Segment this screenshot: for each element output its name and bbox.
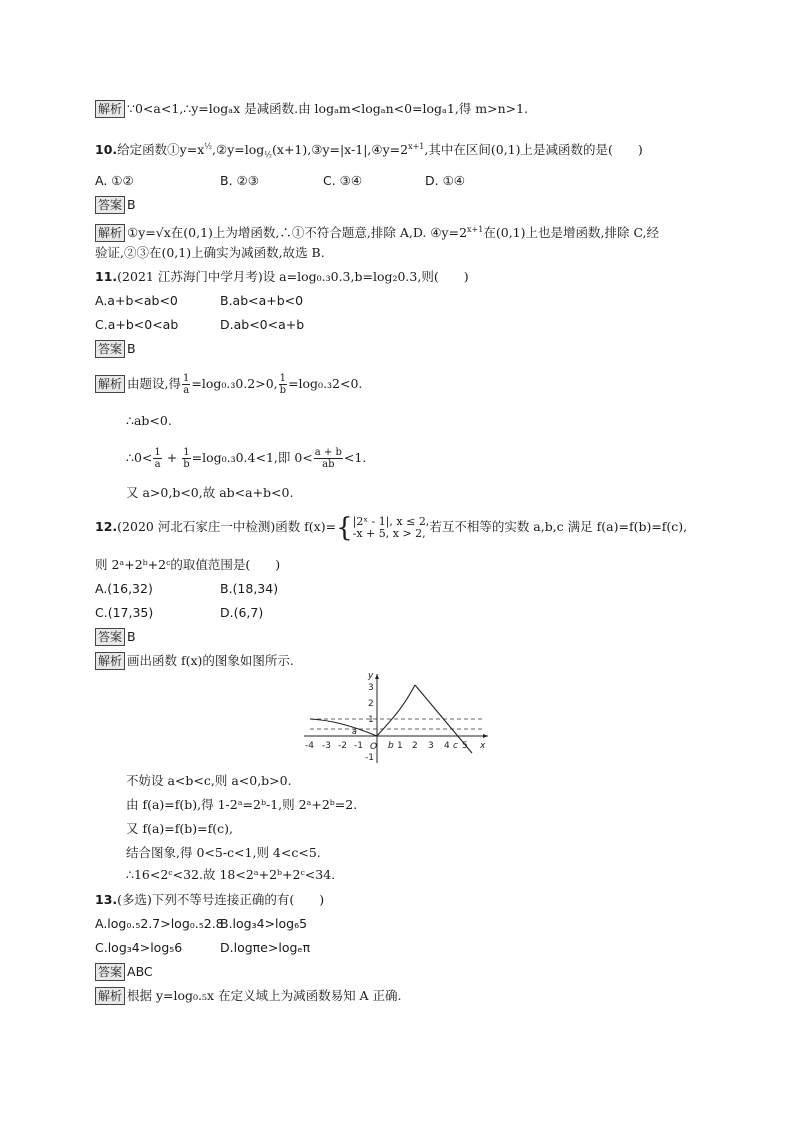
q10-exp: x+1 <box>408 142 425 151</box>
y-axis-label: y <box>368 671 374 681</box>
x-tick-label: -1 <box>354 741 363 751</box>
y-tick-label: -1 <box>365 753 374 763</box>
q11-analysis-text: =log₀.₃0.2>0, <box>191 376 278 391</box>
q10-stem-part: ,其中在区间(0,1)上是减函数的是( ) <box>424 142 643 158</box>
piecewise-cases <box>353 516 430 540</box>
q13-option-c[interactable]: C.log₃4>log₅6 <box>95 940 183 955</box>
analysis-tag: 解析 <box>95 987 125 1005</box>
q10-analysis-text: ①y=√x在(0,1)上为增函数,∴①不符合题意,排除 A,D. ④y=2 <box>127 225 468 241</box>
x-tick-label: 1 <box>397 741 403 751</box>
q10-stem-part: ,②y=log <box>212 142 265 158</box>
q9-analysis-text: ∵0<a<1,∴y=logₐx 是减函数.由 logₐm<logₐn<0=logₐ1,得 m>n>1. <box>127 101 529 116</box>
q11-option-a[interactable]: A.a+b<ab<0 <box>95 293 178 308</box>
x-tick-label: 3 <box>428 741 434 751</box>
answer-tag: 答案 <box>95 963 125 981</box>
q12-step-1: 不妨设 a<b<c,则 a<0,b>0. <box>126 773 292 788</box>
q13-stem <box>95 891 324 909</box>
q9-analysis <box>95 100 528 118</box>
x-tick-label: 2 <box>412 741 418 751</box>
q12-stem-text: (2020 河北石家庄一中检测)函数 f(x)= <box>117 519 337 534</box>
q12-stem <box>95 512 687 542</box>
q10-answer-value: B <box>127 197 136 212</box>
q10-number: 10. <box>95 142 118 158</box>
q11-analysis-line1 <box>95 372 362 396</box>
q11-answer <box>95 340 136 358</box>
y-tick-label: 1 <box>368 715 374 725</box>
analysis-tag: 解析 <box>95 224 125 242</box>
y-tick-label: 2 <box>368 699 374 709</box>
q12-stem-text: 若互不相等的实数 a,b,c 满足 f(a)=f(b)=f(c), <box>429 519 688 534</box>
q13-answer-value: ABC <box>127 964 153 979</box>
q13-answer <box>95 963 153 981</box>
q11-option-d[interactable]: D.ab<0<a+b <box>220 317 305 332</box>
q13-option-d[interactable]: D.logπe>logₑπ <box>220 940 311 955</box>
fraction-denominator: a <box>183 385 190 396</box>
function-graph <box>300 668 495 768</box>
q12-stem-line2: 则 2ᵃ+2ᵇ+2ᶜ的取值范围是( ) <box>95 557 281 572</box>
q10-stem <box>95 138 643 165</box>
q11-number: 11. <box>95 269 118 284</box>
analysis-tag: 解析 <box>95 100 125 118</box>
q10-analysis <box>95 221 659 242</box>
q11-stem <box>95 268 469 286</box>
q10-stem-part: 给定函数①y=x <box>117 142 205 158</box>
q12-analysis-text: 画出函数 f(x)的图象如图所示. <box>127 653 294 668</box>
y-axis-arrow <box>375 674 379 679</box>
q11-analysis-line2: ∴ab<0. <box>126 413 172 428</box>
q12-step-5: ∴16<2ᶜ<32.故 18<2ᵃ+2ᵇ+2ᶜ<34. <box>126 867 336 882</box>
q12-number: 12. <box>95 519 118 534</box>
q12-option-d[interactable]: D.(6,7) <box>220 605 264 620</box>
q10-answer <box>95 196 136 214</box>
q11-analysis-text: <1. <box>343 450 367 465</box>
q11-analysis-text: ∴0< <box>126 450 153 465</box>
q11-answer-value: B <box>127 341 136 356</box>
fraction-denominator: ab <box>322 459 335 470</box>
x-tick-label: -2 <box>338 741 347 751</box>
origin-label: O <box>370 742 378 752</box>
fraction <box>314 447 343 470</box>
answer-tag: 答案 <box>95 628 125 646</box>
fraction-denominator: b <box>279 385 287 396</box>
q12-step-2: 由 f(a)=f(b),得 1-2ᵃ=2ᵇ-1,则 2ᵃ+2ᵇ=2. <box>126 797 358 812</box>
q11-option-b[interactable]: B.ab<a+b<0 <box>220 293 304 308</box>
q10-exp: ½ <box>204 142 213 151</box>
analysis-tag: 解析 <box>95 375 125 393</box>
fraction <box>279 373 287 396</box>
q11-stem-text: (2021 江苏海门中学月考)设 a=log₀.₃0.3,b=log₂0.3,则( ) <box>117 269 469 284</box>
x-tick-label: 5 <box>462 741 468 751</box>
piecewise-brace: { <box>336 512 353 543</box>
q13-analysis-text: 根据 y=log₀.₅x 在定义域上为减函数易知 A 正确. <box>127 988 402 1003</box>
q11-analysis-text: 由题设,得 <box>127 376 181 391</box>
q10-analysis-line2: 验证,②③在(0,1)上确实为减函数,故选 B. <box>95 245 325 260</box>
q10-analysis-text: 在(0,1)上也是增函数,排除 C,经 <box>483 225 660 241</box>
q11-analysis-line3: ∴0< $\frac{1}{a}$ + $\frac{1}{b}$ =log₀.₃0.4<1,即 0< $\frac{a + b}{ab}$ <1. <box>126 447 367 470</box>
answer-tag: 答案 <box>95 196 125 214</box>
fraction-numerator: 1 <box>154 447 161 458</box>
analysis-tag: 解析 <box>95 652 125 670</box>
y-tick-label: 3 <box>368 683 374 693</box>
fraction-denominator: a <box>154 459 161 470</box>
fraction-numerator: 1 <box>183 373 190 384</box>
fraction <box>182 447 190 470</box>
q12-option-a[interactable]: A.(16,32) <box>95 581 153 596</box>
q11-option-c[interactable]: C.a+b<0<ab <box>95 317 179 332</box>
q10-sub: ½ <box>264 150 273 160</box>
q12-step-4: 结合图象,得 0<5-c<1,则 4<c<5. <box>126 845 321 860</box>
x-axis-label: x <box>480 741 486 751</box>
q13-stem-text: (多选)下列不等号连接正确的有( ) <box>117 892 325 907</box>
q12-analysis <box>95 652 294 670</box>
q10-option-a[interactable]: A. ①② <box>95 173 134 188</box>
fraction-numerator: a + b <box>314 447 342 458</box>
q10-option-c[interactable]: C. ③④ <box>323 173 363 188</box>
q13-option-a[interactable]: A.log₀.₅2.7>log₀.₅2.8 <box>95 916 224 931</box>
fraction-numerator: 1 <box>279 373 287 384</box>
x-tick-label: -3 <box>322 741 331 751</box>
q12-answer <box>95 628 136 646</box>
fraction-denominator: b <box>183 459 190 470</box>
point-b-label: b <box>388 741 394 751</box>
point-a-label: a <box>352 727 357 736</box>
q10-stem-part: (x+1),③y=|x-1|,④y=2 <box>272 142 409 158</box>
fraction <box>153 447 161 470</box>
fraction-numerator: 1 <box>183 447 190 458</box>
q12-option-b[interactable]: B.(18,34) <box>220 581 279 596</box>
q10-option-b[interactable]: B. ②③ <box>220 173 259 188</box>
answer-tag: 答案 <box>95 340 125 358</box>
q12-option-c[interactable]: C.(17,35) <box>95 605 154 620</box>
q13-option-b[interactable]: B.log₃4>log₆5 <box>220 916 308 931</box>
piecewise-case-1: |2ˣ - 1|, x ≤ 2, <box>352 514 430 528</box>
x-axis-arrow <box>483 734 488 738</box>
point-c-label: c <box>453 741 458 751</box>
x-tick-label: 4 <box>444 741 450 751</box>
q10-analysis-exp: x+1 <box>467 225 484 234</box>
q12-answer-value: B <box>127 629 136 644</box>
curve-middle-branch <box>377 685 415 736</box>
q11-analysis-line4: 又 a>0,b<0,故 ab<a+b<0. <box>126 485 294 500</box>
curve-left-branch <box>310 719 377 736</box>
q13-analysis <box>95 987 402 1005</box>
q13-number: 13. <box>95 892 118 907</box>
q12-step-3: 又 f(a)=f(b)=f(c), <box>126 821 233 836</box>
fraction <box>182 373 190 396</box>
q11-analysis-text: =log₀.₃0.4<1,即 0< <box>191 450 313 465</box>
x-tick-label: -4 <box>305 741 314 751</box>
piecewise-case-2: -x + 5, x > 2, <box>352 526 426 540</box>
q10-option-d[interactable]: D. ①④ <box>425 173 465 188</box>
q11-analysis-text: =log₀.₃2<0. <box>288 376 363 391</box>
